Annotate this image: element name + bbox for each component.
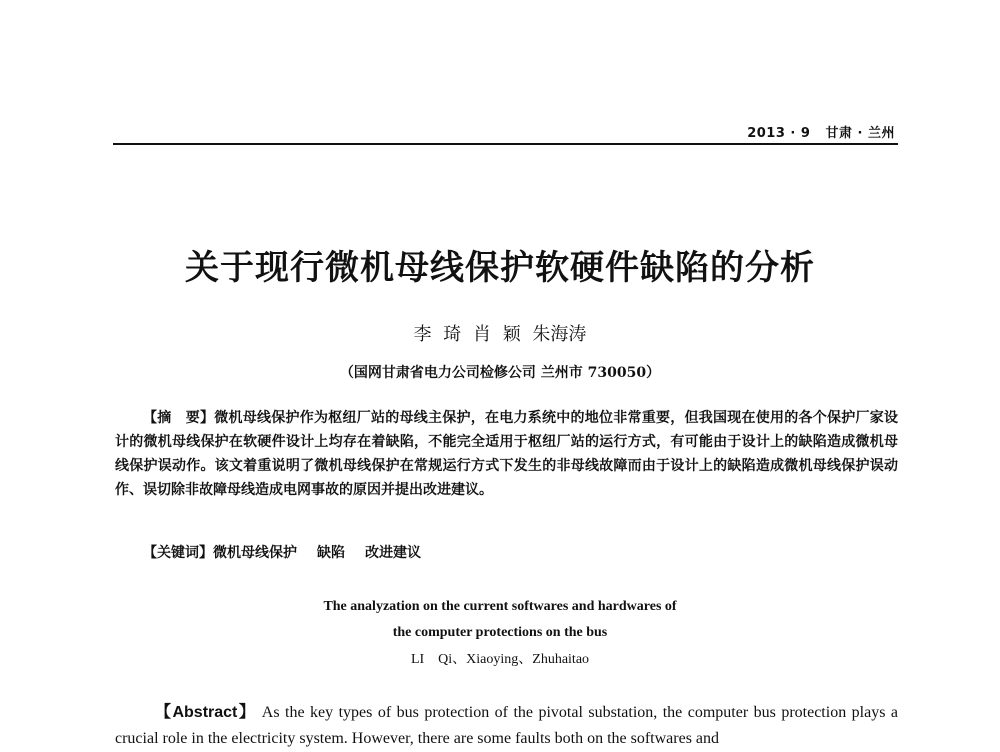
paper-title-en <box>0 594 1000 646</box>
abstract-en <box>115 700 898 752</box>
keyword-item: 缺陷 <box>317 545 345 561</box>
keyword-item: 改进建议 <box>365 545 421 561</box>
keyword-item: 微机母线保护 <box>213 545 297 561</box>
keywords-cn-label: 【关键词】 <box>143 545 213 561</box>
authors-en: LI Qi、Xiaoying、Zhuhaitao <box>410 652 590 667</box>
abstract-en-text: As the key types of bus protection of the pivotal substation, the computer bus protection plays a crucial role in the electricity system. However, there are some faults both on the softwares and <box>115 704 898 747</box>
conference-location: 甘肃 · 兰州 <box>825 126 895 141</box>
abstract-cn-text: 微机母线保护作为枢纽厂站的母线主保护，在电力系统中的地位非常重要，但我国现在使用的各个保护厂家设计的微机母线保护在软硬件设计上均存在着缺陷，不能完全适用于枢纽厂站的运行方式，有可能由于设计上的缺陷造成微机母线保护误动作。该文着重说明了微机母线保护在常规运行方式下发生的非母线故障而由于设计上的缺陷造成微机母线保护误动作、误切除非故障母线造成电网事故的原因并提出改进建议。 <box>115 410 898 498</box>
header-rule <box>113 143 898 145</box>
keywords-cn <box>115 542 898 562</box>
paper-title-en-line1: The analyzation on the current softwares and hardwares of <box>323 599 677 614</box>
authors-cn: 李 琦 肖 颖 朱海涛 <box>413 324 587 345</box>
abstract-en-label: 【Abstract】 <box>155 704 257 721</box>
paper-title-en-line2: the computer protections on the bus <box>392 625 608 640</box>
journal-header <box>747 122 895 141</box>
paper-title-cn: 关于现行微机母线保护软硬件缺陷的分析 <box>185 248 815 288</box>
abstract-cn <box>115 406 898 502</box>
issue-number: 2013 · 9 <box>747 126 811 141</box>
abstract-cn-label: 【摘 要】 <box>143 410 215 426</box>
affiliation-cn: （国网甘肃省电力公司检修公司 兰州市 730050） <box>339 365 661 381</box>
